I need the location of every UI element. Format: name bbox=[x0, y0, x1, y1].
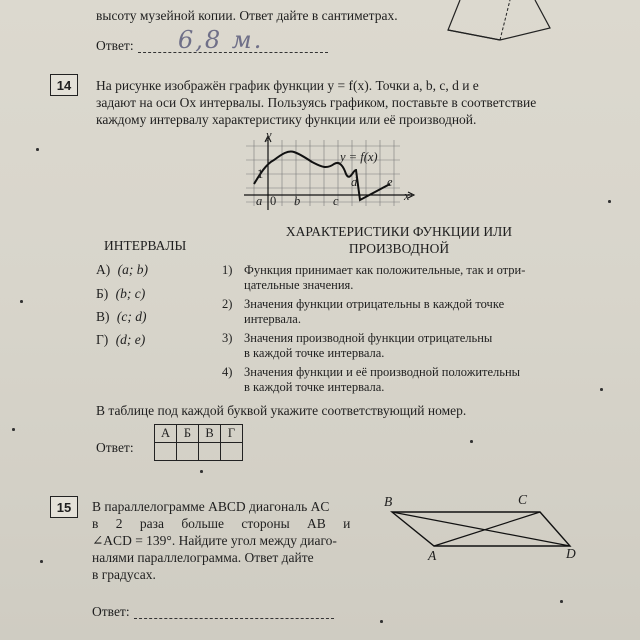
prev-answer-label: Ответ: bbox=[96, 38, 134, 53]
speck bbox=[380, 620, 383, 623]
vertex-b: B bbox=[384, 494, 393, 509]
graph-point-d: d bbox=[351, 175, 358, 189]
chars-title-line2: ПРОИЗВОДНОЙ bbox=[348, 241, 450, 256]
answer-table-header: В bbox=[199, 425, 221, 443]
char-3-num: 3) bbox=[222, 331, 233, 345]
intervals-title: ИНТЕРВАЛЫ bbox=[104, 238, 187, 253]
task15-answer-label: Ответ: bbox=[92, 604, 130, 619]
task15-line4: налями параллелограмма. Ответ дайте bbox=[92, 550, 314, 565]
parallelogram-figure bbox=[380, 494, 590, 566]
speck bbox=[470, 440, 473, 443]
task-number-14: 14 bbox=[50, 74, 78, 96]
interval-value: (a; b) bbox=[117, 262, 148, 277]
answer-cell-a[interactable] bbox=[155, 443, 177, 461]
graph-point-e: e bbox=[387, 175, 393, 189]
char-2-line1: Значения функции отрицательны в каждой точке bbox=[244, 297, 505, 311]
pyramid-figure bbox=[440, 0, 560, 42]
char-4-line2: в каждой точке интервала. bbox=[244, 380, 385, 394]
interval-letter: Г) bbox=[96, 332, 109, 347]
speck bbox=[608, 200, 611, 203]
answer-table bbox=[154, 424, 243, 461]
diagonal-bd bbox=[392, 512, 570, 546]
char-3-line2: в каждой точке интервала. bbox=[244, 346, 385, 360]
char-4-line1: Значения функции и её производной положительны bbox=[244, 365, 521, 379]
char-2-line2: интервала. bbox=[244, 312, 301, 326]
task15-line1: В параллелограмме ABCD диагональ AC bbox=[92, 499, 330, 514]
char-3-line1: Значения производной функции отрицательны bbox=[244, 331, 493, 345]
interval-item-c bbox=[96, 309, 146, 325]
char-1-line2: цательные значения. bbox=[244, 278, 354, 292]
graph-point-c: c bbox=[333, 194, 339, 208]
char-1-num: 1) bbox=[222, 263, 233, 277]
speck bbox=[36, 148, 39, 151]
vertex-a: A bbox=[428, 548, 437, 563]
prev-handwritten-answer: 6,8 м. bbox=[178, 26, 264, 54]
speck bbox=[200, 470, 203, 473]
interval-item-b bbox=[96, 286, 145, 302]
interval-letter: А) bbox=[96, 262, 111, 277]
prev-task-cut-line bbox=[96, 0, 99, 6]
answer-table-header: Б bbox=[177, 425, 199, 443]
interval-item-a bbox=[96, 262, 148, 278]
graph-x-label: x bbox=[404, 189, 410, 203]
char-1-line1: Функция принимает как положительные, так и отри- bbox=[244, 263, 526, 277]
answer-table-header: Г bbox=[221, 425, 243, 443]
interval-letter: Б) bbox=[96, 286, 109, 301]
task14-answer-label: Ответ: bbox=[96, 440, 134, 455]
graph-point-a: a bbox=[256, 194, 263, 208]
vertex-d: D bbox=[566, 546, 576, 561]
chars-title-line1: ХАРАКТЕРИСТИКИ ФУНКЦИИ ИЛИ bbox=[285, 224, 513, 239]
answer-table-input-row bbox=[155, 443, 243, 461]
speck bbox=[20, 300, 23, 303]
interval-value: (d; e) bbox=[115, 332, 146, 347]
speck bbox=[600, 388, 603, 391]
task15-answer-line bbox=[134, 618, 334, 619]
graph-function-label: y = f(x) bbox=[340, 150, 378, 164]
vertex-c: C bbox=[518, 492, 528, 507]
interval-letter: В) bbox=[96, 309, 110, 324]
task14-intro-line2: задают на оси Ox интервалы. Пользуясь графиком, поставьте в соответствие bbox=[96, 95, 537, 110]
interval-item-d bbox=[96, 332, 145, 348]
task15-line3: ∠ACD = 139°. Найдите угол между диаго- bbox=[92, 533, 337, 548]
diagonal-ac bbox=[434, 512, 540, 546]
table-instruction: В таблице под каждой буквой укажите соответствующий номер. bbox=[96, 403, 467, 418]
char-2-num: 2) bbox=[222, 297, 233, 311]
function-graph bbox=[240, 134, 420, 214]
interval-value: (b; c) bbox=[115, 286, 146, 301]
graph-one-label: 1 bbox=[257, 167, 264, 181]
graph-point-b: b bbox=[294, 194, 301, 208]
char-4-num: 4) bbox=[222, 365, 233, 379]
task14-intro-line1: На рисунке изображён график функции y = f(x). Точки a, b, c, d и e bbox=[96, 78, 479, 93]
answer-cell-g[interactable] bbox=[221, 443, 243, 461]
graph-y-label: y bbox=[266, 128, 272, 142]
graph-zero-label: 0 bbox=[270, 194, 277, 208]
speck bbox=[560, 600, 563, 603]
prev-task-text: высоту музейной копии. Ответ дайте в сантиметрах. bbox=[96, 8, 398, 23]
task14-intro-line3: каждому интервалу характеристику функции или её производной. bbox=[96, 112, 477, 127]
answer-cell-b[interactable] bbox=[177, 443, 199, 461]
answer-table-header-row bbox=[155, 425, 243, 443]
task15-line2: в 2 раза больше стороны AB и bbox=[92, 516, 351, 531]
task15-line5: в градусах. bbox=[92, 567, 156, 582]
interval-value: (c; d) bbox=[116, 309, 147, 324]
speck bbox=[40, 560, 43, 563]
answer-table-header: А bbox=[155, 425, 177, 443]
speck bbox=[12, 428, 15, 431]
task-number-15: 15 bbox=[50, 496, 78, 518]
answer-cell-v[interactable] bbox=[199, 443, 221, 461]
